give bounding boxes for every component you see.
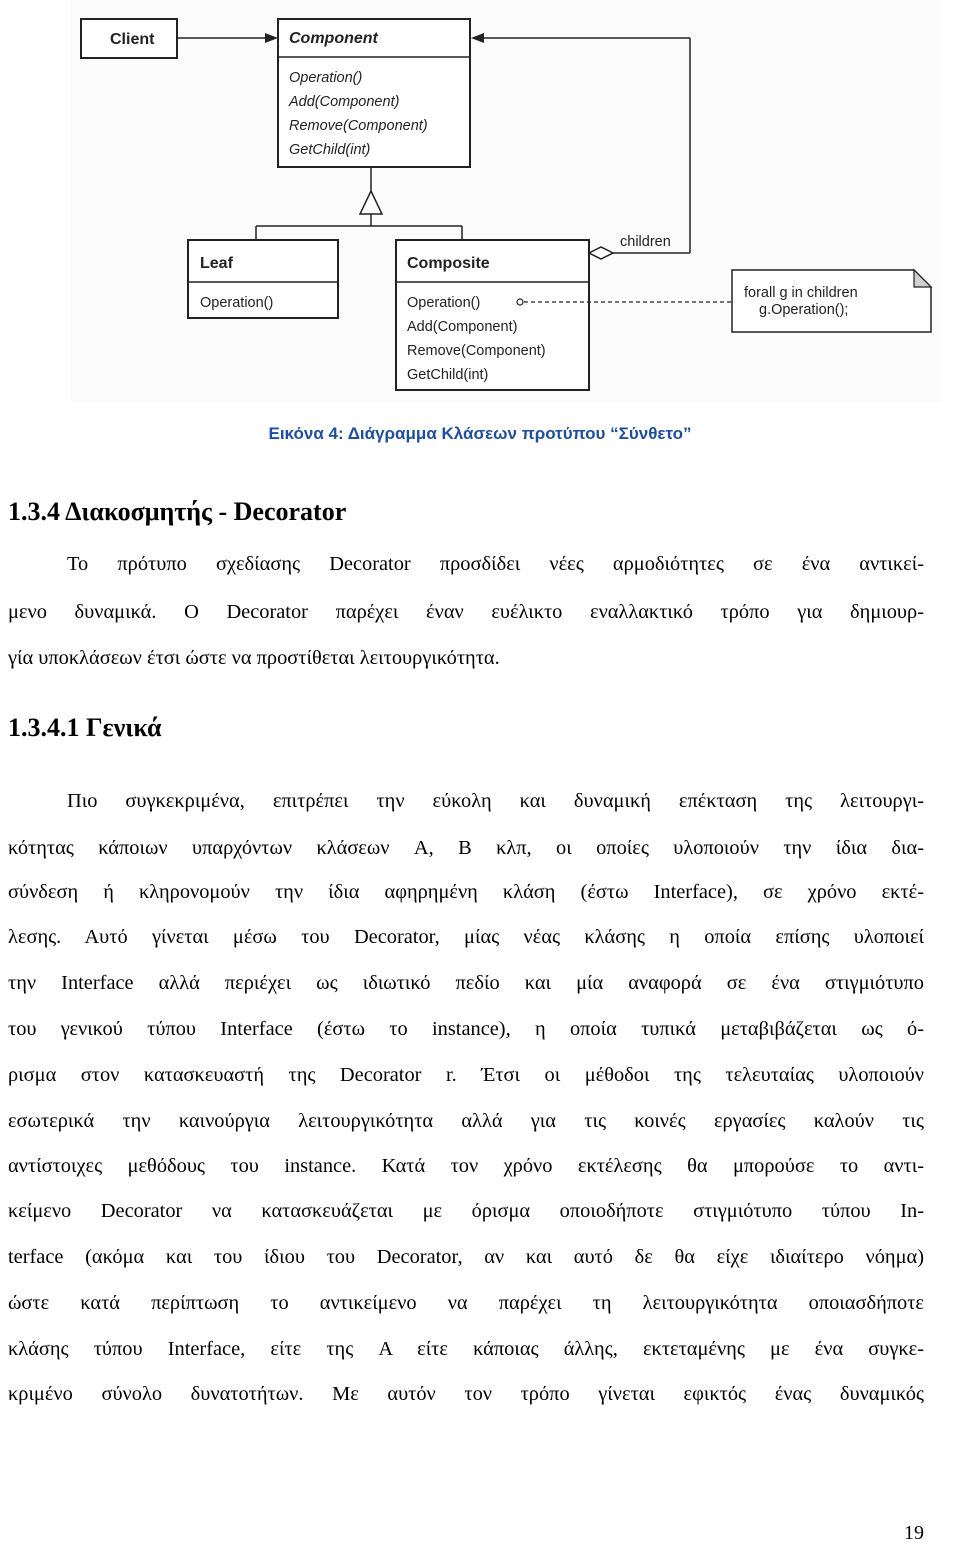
body-line-12: ώστε κατά περίπτωση το αντικείμενο να παρέχει τη λειτουργικότητα οποιασδήποτε (8, 1292, 924, 1314)
body-line-5: την Interface αλλά περιέχει ως ιδιωτικό πεδίο και μία αναφορά σε ένα στιγμιότυπο (8, 972, 924, 994)
association-arrowhead (265, 33, 278, 43)
component-op-1: Operation() (289, 70, 363, 86)
uml-class-diagram (70, 0, 940, 402)
component-title: Component (289, 30, 378, 47)
client-label: Client (110, 31, 155, 48)
intro-line-1: Το πρότυπο σχεδίασης Decorator προσδίδει νέες αρμοδιότητες σε ένα αντικεί- (67, 553, 924, 575)
inheritance-triangle (360, 191, 382, 214)
section-heading: 1.3.4 Διακοσμητής - Decorator (8, 497, 347, 526)
aggregation-diamond (589, 247, 613, 259)
children-arrowhead (471, 33, 484, 43)
note-line-2: g.Operation(); (759, 302, 849, 318)
body-line-14: κριμένο σύνολο δυνατοτήτων. Με αυτόν τον τρόπο γίνεται εφικτός ένας δυναμικός (8, 1383, 924, 1405)
body-line-1: Πιο συγκεκριμένα, επιτρέπει την εύκολη και δυναμική επέκταση της λειτουργι- (67, 790, 924, 812)
intro-line-2: μενο δυναμικά. Ο Decorator παρέχει έναν ευέλικτο εναλλακτικό τρόπο για δημιουρ- (8, 601, 924, 623)
note-folded-corner (914, 270, 931, 287)
component-op-2: Add(Component) (289, 94, 400, 110)
body-line-8: εσωτερικά την καινούργια λειτουργικότητα αλλά για τις κοινές εργασίες καλούν τις (8, 1110, 924, 1132)
composite-op-2: Add(Component) (407, 319, 518, 335)
figure-caption: Εικόνα 4: Διάγραμμα Κλάσεων προτύπου “Σύνθετο” (268, 424, 692, 443)
body-line-4: λεσης. Αυτό γίνεται μέσω του Decorator, μίας νέας κλάσης η οποία επίσης υλοποιεί (8, 926, 924, 948)
composite-op-1: Operation() (407, 295, 481, 311)
component-op-4: GetChild(int) (289, 142, 371, 158)
body-line-13: κλάσης τύπου Interface, είτε της A είτε κάποιας άλλης, εκτεταμένης με ένα συγκε- (8, 1338, 924, 1360)
composite-op-3: Remove(Component) (407, 343, 546, 359)
body-line-3: σύνδεση ή κληρονομούν την ίδια αφηρημένη κλάση (έστω Interface), σε χρόνο εκτέ- (8, 881, 924, 903)
body-line-6: του γενικού τύπου Interface (έστω το instance), η οποία τυπικά μεταβιβάζεται ως ό- (8, 1018, 924, 1040)
children-label: children (620, 234, 671, 250)
composite-title: Composite (407, 255, 490, 272)
body-line-11: terface (ακόμα και του ίδιου του Decorator, αν και αυτό δε θα είχε ιδιαίτερο νόημα) (8, 1246, 924, 1268)
note-line-1: forall g in children (744, 285, 858, 301)
note-anchor (517, 299, 523, 305)
body-line-7: ρισμα στον κατασκευαστή της Decorator r. Έτσι οι μέθοδοι της τελευταίας υλοποιούν (8, 1064, 924, 1086)
component-op-3: Remove(Component) (289, 118, 428, 134)
page-number: 19 (904, 1522, 924, 1544)
subsection-heading: 1.3.4.1 Γενικά (8, 713, 162, 742)
body-line-2: κότητας κάποιων υπαρχόντων κλάσεων A, B κλπ, οι οποίες υλοποιούν την ίδια δια- (8, 837, 924, 859)
leaf-op-1: Operation() (200, 295, 274, 311)
intro-line-3: γία υποκλάσεων έτσι ώστε να προστίθεται λειτουργικότητα. (8, 647, 500, 669)
body-line-10: κείμενο Decorator να κατασκευάζεται με όρισμα οποιοδήποτε στιγμιότυπο τύπου In- (8, 1200, 924, 1222)
uml-diagram-svg (70, 0, 940, 402)
note-box (732, 270, 931, 332)
body-line-9: αντίστοιχες μεθόδους του instance. Κατά τον χρόνο εκτέλεσης θα μπορούσε το αντι- (8, 1155, 924, 1177)
composite-op-4: GetChild(int) (407, 367, 489, 383)
leaf-title: Leaf (200, 255, 233, 272)
